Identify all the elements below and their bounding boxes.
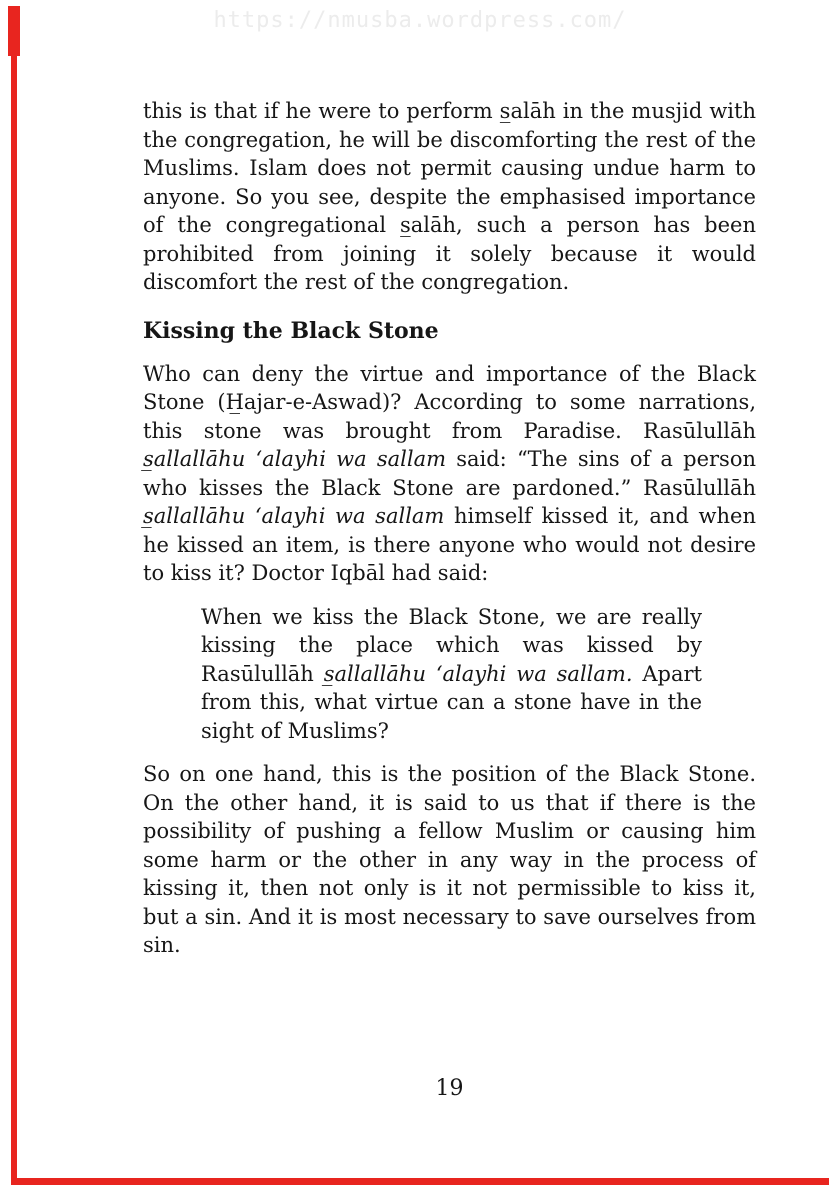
paragraph-salah-congregation: this is that if he were to perform s̲alāh in the musjid with the congregation, he will be discomforting the rest of the Muslims. Islam does not permit causing undue harm to anyone. So you see, despite the emphasised importance of the congregational s̲alāh, such a person has been prohibited from joining it solely because it would discomfort the rest of the congregation. [143, 99, 756, 294]
blockquote-iqbal: When we kiss the Black Stone, we are really kissing the place which was kissed by Rasūlullāh s̲allallāhu ‘alayhi wa sallam. Apart from this, what virtue can a stone have in the sight of Muslims? [201, 604, 702, 743]
page-number: 19 [435, 1076, 464, 1101]
paragraph-position-of-stone: So on one hand, this is the position of the Black Stone. On the other hand, it is said to us that if there is the possibility of pushing a fellow Muslim or causing him some harm or the other in any way in the process of kissing it, then not only is it not permissible to kiss it, but a sin. And it is most necessary to save ourselves from sin. [143, 762, 756, 957]
section-heading: Kissing the Black Stone [143, 317, 439, 344]
watermark-url: https://nmusba.wordpress.com/ [213, 8, 627, 33]
red-scan-line-left [11, 6, 17, 1185]
text-column [143, 97, 756, 975]
red-scan-line-bottom [11, 1178, 829, 1185]
paragraph-black-stone-virtue: Who can deny the virtue and importance of the Black Stone (H̲ajar-e-Aswad)? According to some narrations, this stone was brought from Paradise. Rasūlullāh s̲allallāhu ‘alayhi wa sallam said: “The sins of a person who kisses the Black Stone are pardoned.” Rasūlullāh s̲allallāhu ‘alayhi wa sallam himself kissed it, and when he kissed an item, is there anyone who would not desire to kiss it? Doctor Iqbāl had said: [143, 361, 756, 585]
